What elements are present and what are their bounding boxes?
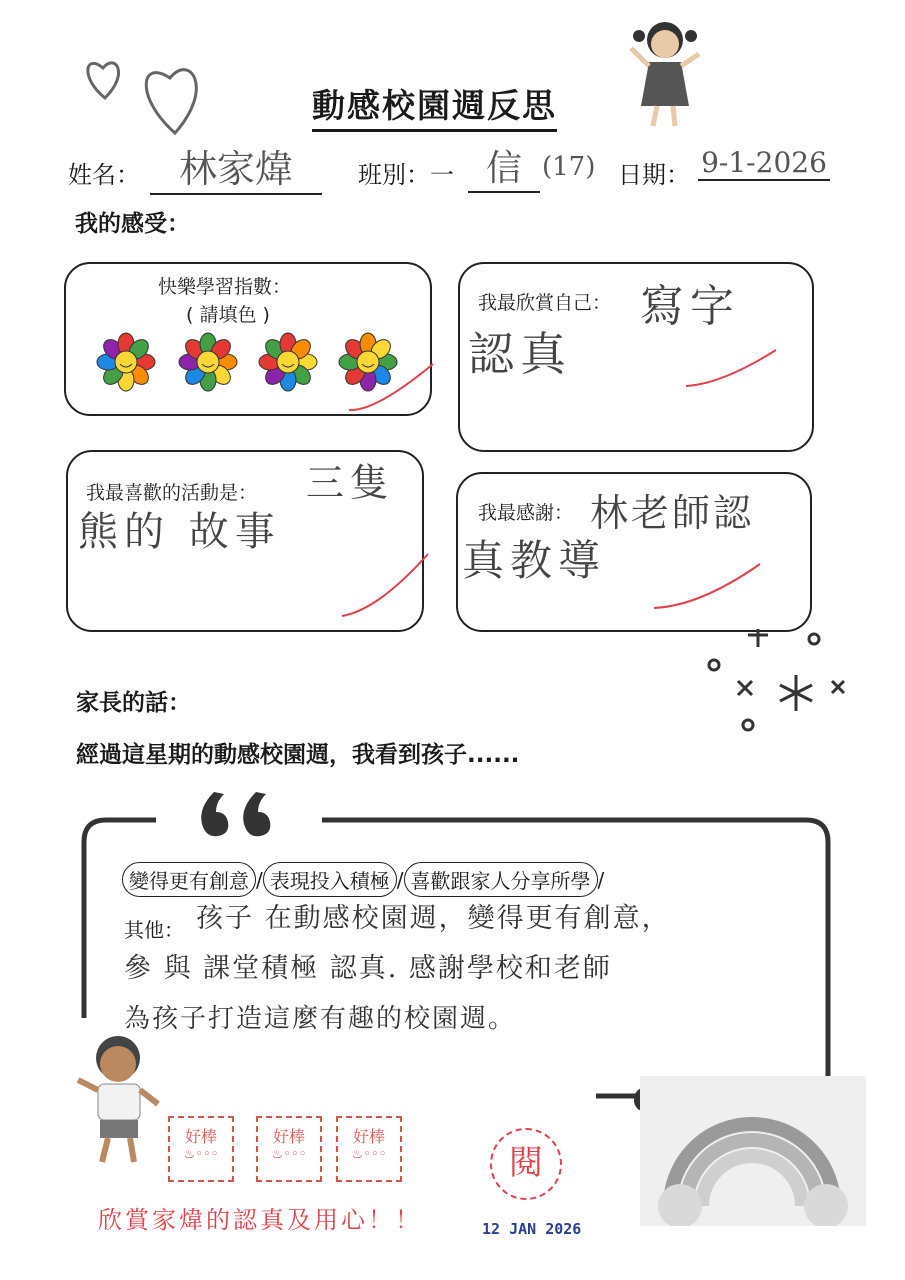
other-label: 其他：: [124, 918, 184, 942]
boy-illustration: [74, 1030, 164, 1170]
happy-index-hint: ( 請填色 ): [186, 304, 270, 326]
class-number: (17): [542, 152, 596, 182]
happy-index-label: 快樂學習指數：: [158, 276, 292, 298]
option-separator: /: [597, 867, 605, 892]
page-title: 動感校園週反思: [312, 80, 557, 132]
flower-icon: [254, 328, 322, 396]
date-label: 日期：: [618, 161, 690, 189]
hearts-doodle: [75, 48, 225, 138]
option-engaged[interactable]: 表現投入積極: [263, 862, 397, 897]
thanks-value-1: 林老師認: [590, 491, 755, 535]
class-label: 班別：一: [358, 161, 454, 189]
date-value: 9-1-2026: [698, 146, 830, 181]
option-more-creative[interactable]: 變得更有創意: [122, 862, 256, 897]
girl-illustration: [625, 14, 705, 134]
flower-icon: [92, 328, 160, 396]
received-date-stamp: 12 JAN 2026: [482, 1220, 582, 1238]
red-check-mark: [682, 346, 778, 390]
good-job-stamp: 好棒 ♨◦◦◦: [168, 1116, 234, 1182]
read-stamp: 閱: [490, 1128, 562, 1200]
class-value: 信: [468, 140, 540, 193]
red-check-mark: [345, 360, 435, 416]
open-quote-icon: [196, 788, 286, 840]
appreciate-value-2: 認真: [468, 327, 572, 381]
feelings-heading: 我的感受：: [75, 211, 190, 237]
name-label: 姓名：: [68, 161, 140, 189]
thanks-label: 我最感謝：: [478, 502, 574, 524]
good-job-stamp: 好棒 ♨◦◦◦: [336, 1116, 402, 1182]
comment-line-2: 參 與 課堂積極 認真. 感謝學校和老師: [124, 953, 612, 984]
sparkles-decoration: [700, 625, 850, 740]
favorite-activity-value-2: 熊的 故事: [78, 509, 281, 555]
option-separator: /: [256, 867, 263, 892]
comment-line-1: 孩子 在動感校園週，變得更有創意，: [196, 903, 671, 934]
flower-icon: [174, 328, 242, 396]
red-check-mark: [650, 560, 762, 612]
name-value: 林家煒: [150, 138, 322, 195]
appreciate-value-1: 寫字: [640, 281, 740, 332]
appreciate-label: 我最欣賞自己：: [478, 292, 612, 314]
favorite-activity-value-1: 三隻: [306, 461, 395, 505]
option-separator: /: [396, 867, 404, 892]
parents-prompt: 經過這星期的動感校園週，我看到孩子......: [76, 742, 520, 768]
rainbow-illustration: [640, 1076, 866, 1226]
option-share-with-family[interactable]: 喜歡跟家人分享所學: [404, 862, 598, 897]
parents-heading: 家長的話：: [76, 690, 191, 716]
favorite-activity-label: 我最喜歡的活動是：: [86, 482, 258, 504]
comment-line-3: 為孩子打造這麼有趣的校園週。: [124, 1004, 517, 1034]
red-check-mark: [338, 550, 430, 620]
thanks-value-2: 真教導: [462, 536, 607, 585]
good-job-stamp: 好棒 ♨◦◦◦: [256, 1116, 322, 1182]
options-row: [122, 862, 604, 897]
teacher-comment: 欣賞家煒的認真及用心！！: [98, 1206, 422, 1234]
